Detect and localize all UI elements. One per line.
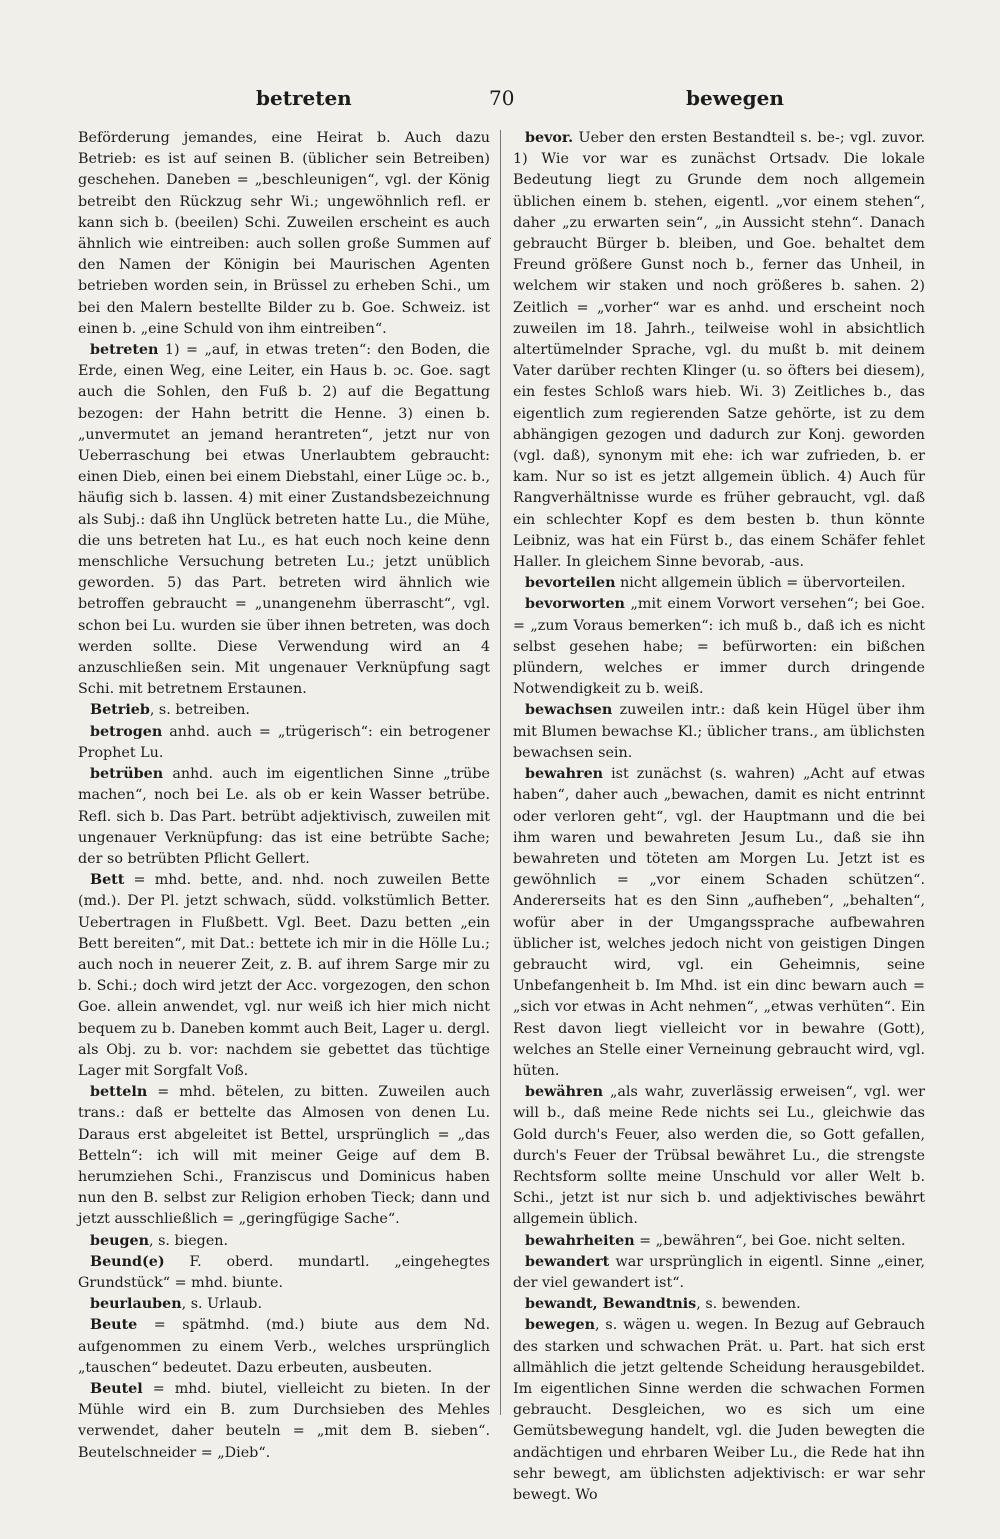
entry-headword: Bett: [90, 872, 125, 889]
dictionary-entry: [513, 1231, 925, 1252]
entry-headword: betteln: [90, 1084, 148, 1101]
entry-text: = mhd. bëtelen, zu bitten. Zuweilen auch trans.: daß er bettelte das Almosen von denen Lu. Daraus erst abgeleitet ist Bettel, ursprünglich = „das Betteln“: ich will mit meiner Geige auf dem B. herumziehen Schi., Franziscus und Dominicus haben nun den B. selbst zur Religion erhoben Tieck; dann und jetzt ausschließlich = „geringfügige Sache“.: [78, 1084, 490, 1228]
dictionary-entry: [78, 1082, 490, 1230]
entry-text: „als wahr, zuverlässig erweisen“, vgl. wer will b., daß meine Rede nichts sei Lu., gleichwie das Gold durch's Feuer, also werden die, so Gott gefallen, durch's Feuer der Trübsal bewähret Lu., die strengste Rechtsform sollte meine Unschuld vor aller Welt b. Schi., jetzt ist nur sich b. und adjektivisches bewährt allgemein üblich.: [513, 1084, 925, 1228]
right-running-headword: bewegen: [686, 86, 784, 110]
left-column: [78, 128, 490, 1464]
entry-text: , s. bewenden.: [696, 1296, 801, 1313]
dictionary-entry: [513, 700, 925, 764]
dictionary-entry: [78, 870, 490, 1082]
entry-headword: bewähren: [525, 1084, 604, 1101]
dictionary-entry: [78, 1379, 490, 1464]
dictionary-entry: [513, 1252, 925, 1294]
dictionary-entry: [513, 764, 925, 1082]
entry-text: anhd. auch = „trügerisch“: ein betrogener Prophet Lu.: [78, 723, 490, 761]
dictionary-entry: [78, 1231, 490, 1252]
entry-headword: Beute: [90, 1317, 138, 1334]
page-number: 70: [489, 86, 515, 110]
entry-text: F. oberd. mundartl. „eingehegtes Grundstück“ = mhd. biunte.: [78, 1253, 490, 1291]
running-header: [78, 86, 928, 122]
entry-text: = mhd. biutel, vielleicht zu bieten. In der Mühle wird ein B. zum Durchsieben des Mehles verwendet, daher beuteln = „mit dem B. sieben“. Beutelschneider = „Dieb“.: [78, 1380, 490, 1461]
entry-headword: Beutel: [90, 1380, 143, 1397]
dictionary-entry: [513, 1315, 925, 1506]
entry-headword: bewahren: [525, 766, 604, 783]
entry-text: = mhd. bette, and. nhd. noch zuweilen Bette (md.). Der Pl. jetzt schwach, südd. volkstümlich Better. Uebertragen in Flußbett. Vgl. Beet. Dazu betten „ein Bett bereiten“, mit Dat.: bettete ich mir in die Hölle Lu.; auch noch in neuerer Zeit, z. B. auf ihrem Sarge mir zu b. Schi.; doch wird jetzt der Acc. vorgezogen, den schon Goe. allein anwendet, vgl. nur weiß ich hier mich nicht bequem zu b. Daneben kommt auch Beit, Lager u. dergl. als Obj. zu b. vor: nachdem sie gebettet das tüchtige Lager mit Sorgfalt Voß.: [78, 872, 490, 1079]
column-divider: [500, 130, 501, 1415]
entry-headword: Betrieb: [90, 702, 150, 719]
entry-text: , s. wägen u. wegen. In Bezug auf Gebrauch des starken und schwachen Prät. u. Part. hat sich erst allmählich die jetzt geltende Scheidung herausgebildet. Im eigentlichen Sinne werden die schwachen Formen gebraucht. Desgleichen, wo es sich um eine Gemütsbewegung handelt, vgl. die Juden bewegten die andächtigen und ehrbaren Weiber Lu., die Rede hat ihn sehr bewegt, am üblichsten adjektivisch: er war sehr bewegt. Wo: [513, 1317, 925, 1503]
dictionary-entry: [513, 1294, 925, 1315]
entry-headword: bewandert: [525, 1253, 610, 1270]
entry-headword: Beund(e): [90, 1253, 165, 1270]
entry-headword: bewegen: [525, 1317, 595, 1334]
entry-text: = spätmhd. (md.) biute aus dem Nd. aufgenommen zu einem Verb., welches ursprünglich „tauschen“ bedeutet. Dazu erbeuten, ausbeuten.: [78, 1317, 490, 1376]
dictionary-entry: [513, 128, 925, 573]
entry-text: = „bewähren“, bei Goe. nicht selten.: [634, 1232, 906, 1249]
dictionary-entry: [78, 1252, 490, 1294]
entry-text: Ueber den ersten Bestandteil s. be-; vgl. zuvor. 1) Wie vor war es zunächst Ortsadv. Die lokale Bedeutung liegt zu Grunde dem noch allgemein üblichen einem b. stehen, eigentl. „vor einem stehen“, daher „zu erwarten sein“, „in Aussicht stehn“. Danach gebraucht Bürger b. bleiben, und Goe. behaltet dem Freund größere Gunst noch b., ferner das Unheil, in welchem wir staken und noch größeres b. sahen. 2) Zeitlich = „vorher“ war es anhd. und erscheint noch zuweilen im 18. Jahrh., teilweise wohl in absichtlich altertümelnder Sprache, vgl. du mußt b. mit deinem Vater darüber rechten Klinger (u. so öfters bei diesem), ein festes Schloß wars hieb. Wi. 3) Zeitliches b., das eigentlich zum regierenden Satze gehörte, ist zu dem abhängigen gezogen und dadurch zur Konj. geworden (vgl. daß), synonym mit ehe: ich war zufrieden, b. er kam. Nur so ist es jetzt allgemein üblich. 4) Auch für Rangverhältnisse wurde es früher gebraucht, vgl. daß ein schlechter Kopf es dem besten b. thun könnte Leibniz, was hat ein Fürst b., das einem Schäfer fehlet Haller. In gleichem Sinne bevorab, -aus.: [513, 130, 925, 571]
entry-headword: betreten: [90, 342, 159, 359]
dictionary-entry: [513, 594, 925, 700]
entry-text: , s. betreiben.: [149, 702, 250, 719]
entry-text: , s. Urlaub.: [181, 1296, 263, 1313]
entry-headword: betrogen: [90, 723, 163, 740]
right-column: [513, 128, 925, 1506]
entry-text: Beförderung jemandes, eine Heirat b. Auch dazu Betrieb: es ist auf seinen B. (üblicher sein Betreiben) geschehen. Daneben = „beschleunigen“, vgl. der König betreibt den Rückzug sehr Wi.; ungewöhnlich refl. er kann sich b. (beeilen) Schi. Zuweilen erscheint es auch ähnlich wie eintreiben: auch sollen große Summen auf den Namen der Königin bei Maurischen Agenten betrieben worden sein, in Brüssel zu erheben Schi., um bei den Malern bestellte Bilder zu b. Goe. Schweiz. ist einen b. „eine Schuld von ihm eintreiben“.: [78, 130, 490, 337]
entry-text: anhd. auch im eigentlichen Sinne „trübe machen“, noch bei Le. als ob er kein Wasser betrübe. Refl. sich b. Das Part. betrübt adjektivisch, zuweilen mit ungenauer Verknüpfung: das ist eine betrübte Sache; der so betrübten Pflicht Gellert.: [78, 766, 490, 867]
dictionary-entry: [78, 340, 490, 700]
entry-text: war ursprünglich in eigentl. Sinne „einer, der viel gewandert ist“.: [513, 1253, 925, 1291]
entry-headword: bevorworten: [525, 596, 625, 613]
dictionary-entry: [78, 722, 490, 764]
entry-text: „mit einem Vorwort versehen“; bei Goe. = „zum Voraus bemerken“: ich muß b., daß ich es nicht selbst gesehen habe; = befürworten: ein bißchen plündern, welches er immer durch dringende Notwendigkeit zu b. weiß.: [513, 596, 925, 698]
dictionary-entry: [78, 700, 490, 721]
dictionary-entry: [78, 764, 490, 870]
entry-text: 1) = „auf, in etwas treten“: den Boden, die Erde, einen Weg, eine Leiter, ein Haus b. ɔc. Goe. sagt auch die Sohlen, den Fuß b. 2) auf die Begattung bezogen: der Hahn betritt die Henne. 3) einen b. „unvermutet an jemand herantreten“, jetzt nur von Ueberraschung bei etwas Unerlaubtem gebraucht: einen Dieb, einen bei einem Diebstahl, einer Lüge ɔc. b., häufig sich b. lassen. 4) mit einer Zustandsbezeichnung als Subj.: daß ihn Unglück betreten hatte Lu., die Mühe, die uns betreten hat Lu., es hat euch noch keine denn menschliche Versuchung betreten Lu.; jetzt unüblich geworden. 5) das Part. betreten wird ähnlich wie betroffen gebraucht = „unangenehm überrascht“, vgl. schon bei Lu. wurden sie über ihnen betreten, was doch werden sollte. Diese Verwendung wird an 4 anzuschließen sein. Mit ungenauer Verknüpfung sagt Schi. mit betretnem Erstaunen.: [78, 342, 490, 698]
entry-text: ist zunächst (s. wahren) „Acht auf etwas haben“, daher auch „bewachen, damit es nicht entrinnt oder verloren geht“, vgl. der Hauptmann und die bei ihm waren und bewahreten Jesum Lu., daß sie ihn bewahreten und töteten am Morgen Lu. Jetzt ist es gewöhnlich = „vor einem Schaden schützen“. Andererseits hat es den Sinn „aufheben“, „behalten“, wofür aber in der Umgangssprache aufbewahren üblicher ist, welches jedoch nicht von geistigen Dingen gebraucht wird, vgl. ein Geheimnis, seine Unbefangenheit b. Im Mhd. ist ein dinc bewarn auch = „sich vor etwas in Acht nehmen“, „etwas verhüten“. Ein Rest davon liegt vielleicht vor in bewahre (Gott), welches an Stelle einer Verneinung gebraucht wird, vgl. hüten.: [513, 766, 925, 1079]
entry-headword: bewahrheiten: [525, 1232, 635, 1249]
entry-headword: betrüben: [90, 766, 164, 783]
entry-headword: bewandt, Bewandtnis: [525, 1296, 697, 1313]
left-running-headword: betreten: [256, 86, 352, 110]
dictionary-entry: [78, 1315, 490, 1379]
entry-text: nicht allgemein üblich = übervorteilen.: [615, 575, 906, 592]
entry-headword: bewachsen: [525, 702, 613, 719]
entry-headword: beugen: [90, 1232, 149, 1249]
entry-text: , s. biegen.: [148, 1232, 229, 1249]
dictionary-entry: [78, 128, 490, 340]
dictionary-entry: [513, 1082, 925, 1230]
entry-headword: bevor.: [525, 130, 574, 146]
entry-text: zuweilen intr.: daß kein Hügel über ihm mit Blumen bewachse Kl.; üblicher trans., am üblichsten bewachsen sein.: [513, 702, 925, 761]
entry-headword: beurlauben: [90, 1296, 182, 1313]
dictionary-entry: [78, 1294, 490, 1315]
entry-headword: bevorteilen: [525, 575, 616, 592]
dictionary-entry: [513, 573, 925, 594]
